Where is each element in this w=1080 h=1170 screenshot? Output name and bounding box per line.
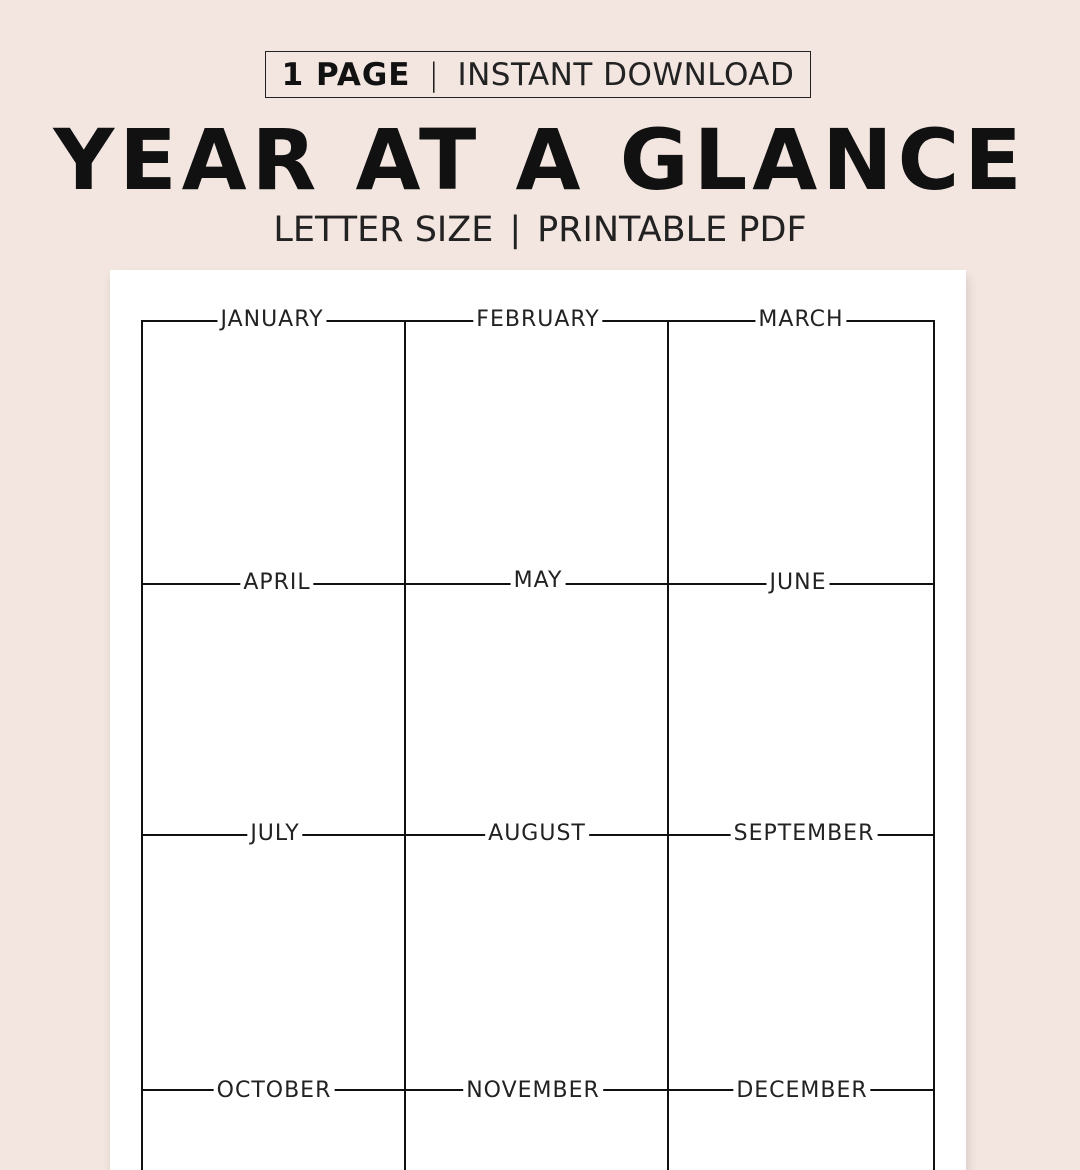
subtitle — [0, 206, 1080, 254]
month-label-may: MAY — [511, 569, 566, 593]
month-label-august: AUGUST — [485, 822, 589, 846]
month-label-october: OCTOBER — [214, 1079, 335, 1103]
page-title: YEAR AT A GLANCE — [53, 111, 1027, 209]
planner-sheet — [110, 270, 966, 1170]
month-label-march: MARCH — [755, 308, 846, 332]
badge-download: INSTANT DOWNLOAD — [457, 56, 795, 93]
grid-line-v1 — [141, 320, 143, 1170]
product-badge — [265, 51, 811, 98]
subtitle-separator: | — [509, 210, 522, 250]
badge-separator: | — [428, 56, 440, 93]
grid-line-v3 — [667, 320, 669, 1170]
month-label-november: NOVEMBER — [463, 1079, 603, 1103]
subtitle-size: LETTER SIZE — [273, 210, 494, 250]
month-label-december: DECEMBER — [733, 1079, 870, 1103]
month-label-april: APRIL — [240, 571, 313, 595]
grid-line-v4 — [933, 320, 935, 1170]
month-label-february: FEBRUARY — [473, 308, 602, 332]
month-label-june: JUNE — [767, 571, 830, 595]
grid-line-v2 — [404, 320, 406, 1170]
badge-page-count: 1 PAGE — [281, 56, 411, 93]
month-label-january: JANUARY — [217, 308, 326, 332]
subtitle-format: PRINTABLE PDF — [537, 210, 807, 250]
month-label-september: SEPTEMBER — [731, 822, 878, 846]
month-label-july: JULY — [247, 822, 302, 846]
